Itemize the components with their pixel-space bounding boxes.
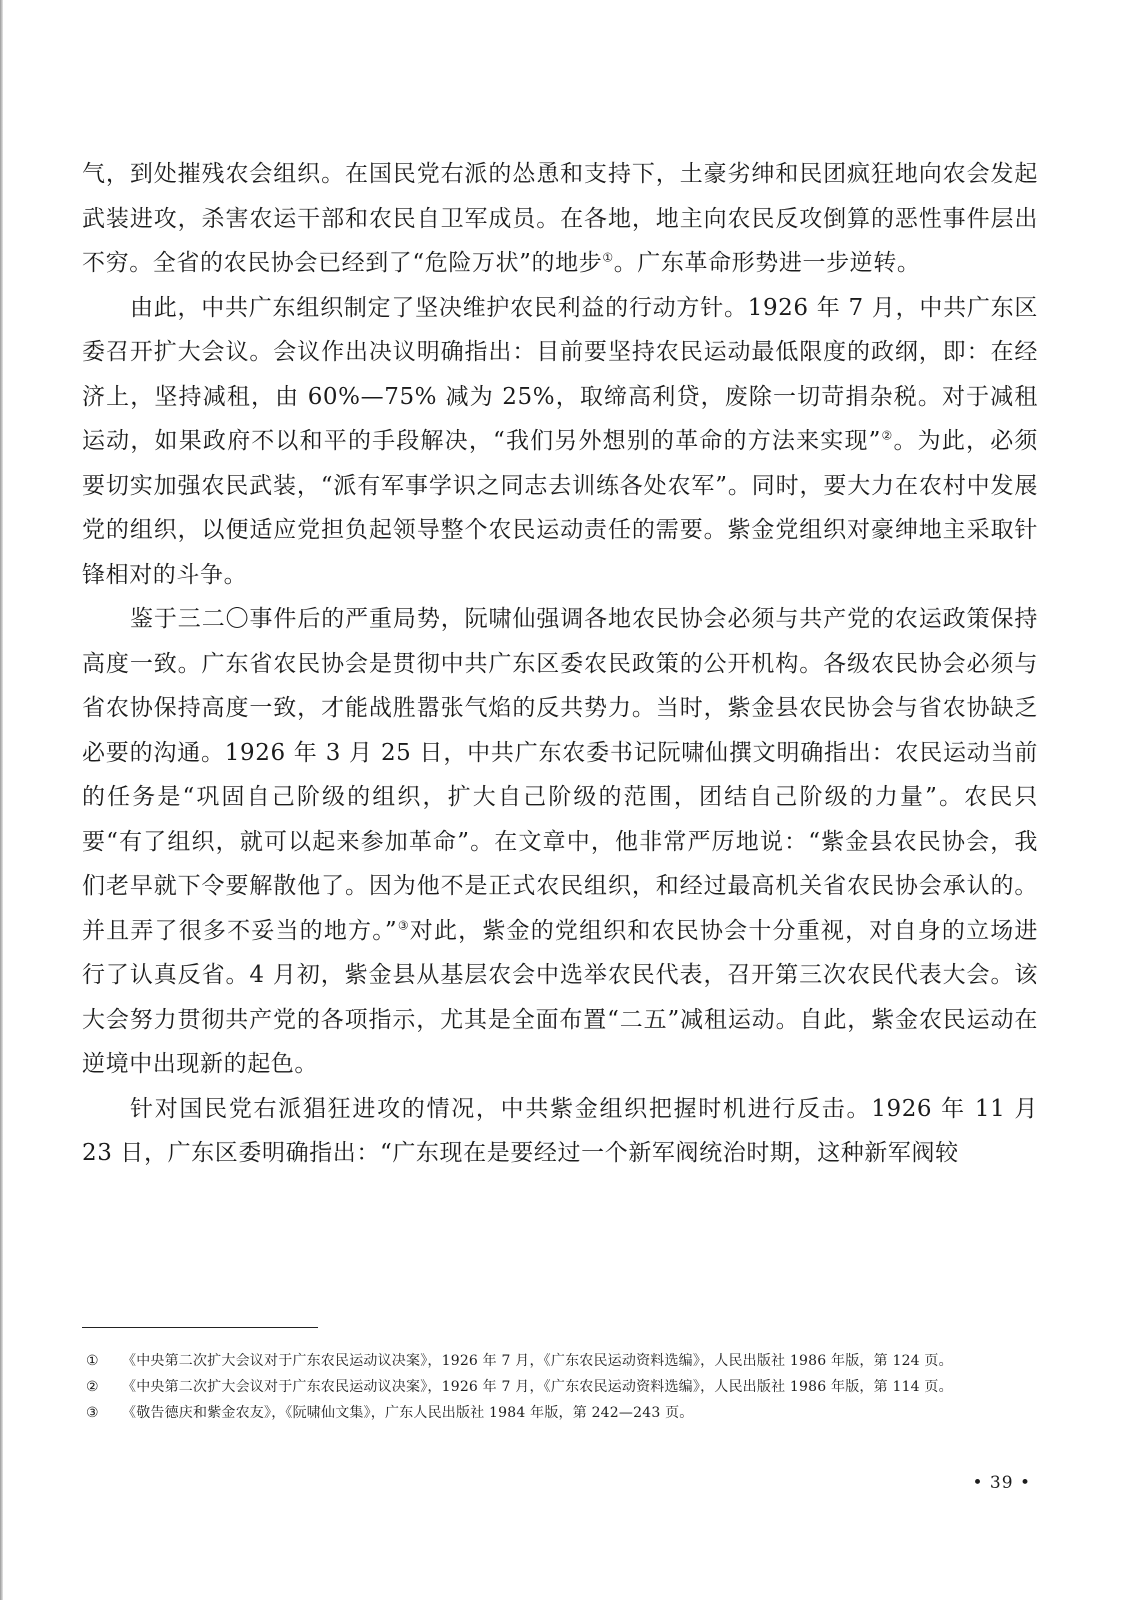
footnote-2-text: 《中央第二次扩大会议对于广东农民运动议决案》，1926 年 7 月，《广东农民运动资料选编》，人民出版社 1986 年版，第 114 页。	[122, 1379, 953, 1395]
footnote-3-mark: ③	[86, 1405, 99, 1421]
footnotes	[82, 1348, 1042, 1426]
footnote-3-text: 《敬告德庆和紫金农友》，《阮啸仙文集》，广东人民出版社 1984 年版，第 242—243 页。	[122, 1405, 694, 1421]
scan-edge	[0, 0, 3, 1600]
footnote-ref-2[interactable]: ②	[880, 428, 894, 443]
paragraph-1-text: 气，到处摧残农会组织。在国民党右派的怂恿和支持下，土豪劣绅和民团疯狂地向农会发起武装进攻，杀害农运干部和农民自卫军成员。在各地，地主向农民反攻倒算的恶性事件层出不穷。全省的农民协会已经到了“危险万状”的地步	[82, 161, 1038, 276]
paragraph-2-tail: 。为此，必须要切实加强农民武装，“派有军事学识之同志去训练各处农军”。同时，要大力在农村中发展党的组织，以便适应党担负起领导整个农民运动责任的需要。紫金党组织对豪绅地主采取针锋相对的斗争。	[82, 428, 1038, 588]
paragraph-1	[82, 152, 1038, 286]
page-number: • 39 •	[972, 1473, 1031, 1493]
body-text	[82, 152, 1038, 1176]
paragraph-2-text: 由此，中共广东组织制定了坚决维护农民利益的行动方针。1926 年 7 月，中共广东区委召开扩大会议。会议作出决议明确指出：目前要坚持农民运动最低限度的政纲，即：在经济上，坚持减租，由 60%—75% 减为 25%，取缔高利贷，废除一切苛捐杂税。对于减租运动，如果政府不以和平的手段解决，“我们另外想别的革命的方法来实现”	[82, 294, 1038, 454]
paragraph-3-text: 鉴于三二〇事件后的严重局势，阮啸仙强调各地农民协会必须与共产党的农运政策保持高度一致。广东省农民协会是贯彻中共广东区委农民政策的公开机构。各级农民协会必须与省农协保持高度一致，才能战胜嚣张气焰的反共势力。当时，紫金县农民协会与省农协缺乏必要的沟通。1926 年 3 月 25 日，中共广东农委书记阮啸仙撰文明确指出：农民运动当前的任务是“巩固自己阶级的组织，扩大自己阶级的范围，团结自己阶级的力量”。农民只要“有了组织，就可以起来参加革命”。在文章中，他非常严厉地说：“紫金县农民协会，我们老早就下令要解散他了。因为他不是正式农民组织，和经过最高机关省农民协会承认的。并且弄了很多不妥当的地方。”	[82, 606, 1038, 944]
footnote-2-mark: ②	[86, 1379, 99, 1395]
paragraph-4	[82, 1087, 1038, 1176]
footnote-3	[82, 1400, 1042, 1426]
paragraph-4-text: 针对国民党右派猖狂进攻的情况，中共紫金组织把握时机进行反击。1926 年 11 月 23 日，广东区委明确指出：“广东现在是要经过一个新军阀统治时期，这种新军阀较	[82, 1095, 1038, 1166]
footnote-divider	[82, 1327, 318, 1328]
paragraph-1-tail: 。广东革命形势进一步逆转。	[613, 250, 921, 276]
paragraph-3-tail: 对此，紫金的党组织和农民协会十分重视，对自身的立场进行了认真反省。4 月初，紫金县从基层农会中选举农民代表，召开第三次农民代表大会。该大会努力贯彻共产党的各项指示，尤其是全面布置“二五”减租运动。自此，紫金农民运动在逆境中出现新的起色。	[82, 917, 1038, 1077]
footnote-2	[82, 1374, 1042, 1400]
paragraph-2	[82, 286, 1038, 598]
paragraph-3	[82, 597, 1038, 1087]
footnote-1	[82, 1348, 1042, 1374]
footnote-ref-1[interactable]: ①	[602, 250, 614, 265]
footnote-ref-3[interactable]: ③	[397, 917, 410, 932]
footnote-1-text: 《中央第二次扩大会议对于广东农民运动议决案》，1926 年 7 月，《广东农民运动资料选编》，人民出版社 1986 年版，第 124 页。	[122, 1353, 953, 1369]
footnote-1-mark: ①	[86, 1353, 99, 1369]
